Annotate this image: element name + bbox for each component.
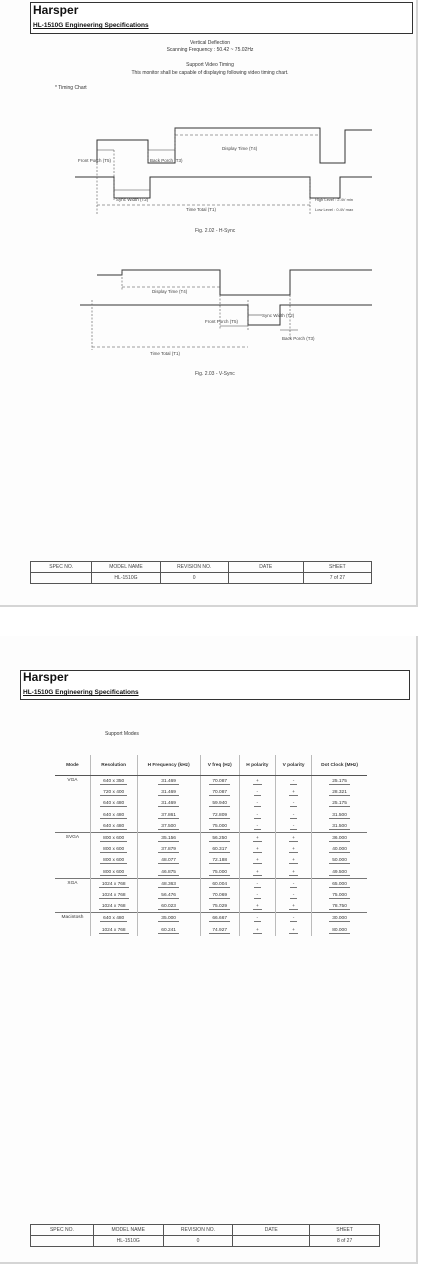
h-frequency-cell	[137, 787, 200, 798]
h-frequency-value: 60.241	[158, 928, 179, 934]
v-freq-value: 66.667	[209, 916, 230, 922]
h-frequency-cell	[137, 798, 200, 809]
h-polarity-cell	[239, 867, 275, 879]
table-row	[55, 924, 367, 935]
v-polarity-cell	[276, 832, 312, 844]
h-frequency-value: 37.879	[158, 847, 179, 853]
dot-clock-value: 75.000	[329, 893, 350, 899]
h-frequency-cell	[137, 867, 200, 879]
resolution-value: 640 x 480	[100, 824, 127, 830]
v-polarity-cell	[276, 821, 312, 833]
table-row	[55, 821, 367, 833]
v-freq-value: 60.004	[209, 882, 230, 888]
table-row	[55, 832, 367, 844]
v-freq-value: 56.250	[209, 836, 230, 842]
resolution-cell	[90, 924, 137, 935]
resolution-value: 1024 x 768	[99, 904, 129, 910]
v-freq-value: 72.188	[209, 858, 230, 864]
v-polarity-value: -	[290, 824, 298, 830]
v-polarity-cell	[276, 844, 312, 855]
h-frequency-value: 35.156	[158, 836, 179, 842]
h-frequency-cell	[137, 855, 200, 866]
h-polarity-cell	[239, 901, 275, 913]
dot-clock-cell	[312, 867, 367, 879]
footer-spec-no	[31, 573, 92, 584]
mode-cell: Macintosh	[55, 913, 90, 936]
v-freq-cell	[200, 924, 239, 935]
table-row	[55, 913, 367, 925]
vsync-front-porch-label: Front Porch (T5)	[205, 319, 239, 324]
h-frequency-cell	[137, 844, 200, 855]
dot-clock-cell	[312, 890, 367, 901]
brand-name: Harsper	[33, 3, 79, 17]
table-row	[55, 890, 367, 901]
h-frequency-value: 31.469	[158, 790, 179, 796]
footer-header-spec-no: SPEC NO.	[31, 1225, 94, 1236]
mode-cell: SVGA	[55, 832, 90, 878]
v-polarity-cell	[276, 787, 312, 798]
v-polarity-cell	[276, 890, 312, 901]
h-frequency-value: 48.363	[158, 882, 179, 888]
h-polarity-value: +	[253, 904, 262, 910]
footer-header-sheet: SHEET	[310, 1225, 380, 1236]
hsync-caption: Fig. 2.02 - H-Sync	[195, 228, 236, 234]
footer-model-name: HL-1510G	[92, 573, 160, 584]
resolution-value: 800 x 600	[100, 870, 127, 876]
vsync-caption: Fig. 2.03 - V-Sync	[195, 371, 235, 377]
spec-footer-table	[30, 1224, 380, 1247]
v-freq-cell	[200, 878, 239, 890]
dot-clock-value: 49.500	[329, 870, 350, 876]
col-header-h-frequency: H Frequency (kHz)	[137, 755, 200, 776]
vsync-display-time-label: Display Time (T4)	[152, 289, 188, 294]
table-row	[55, 787, 367, 798]
timing-chart-label: * Timing Chart	[55, 85, 87, 91]
dot-clock-value: 65.000	[329, 882, 350, 888]
v-freq-cell	[200, 844, 239, 855]
h-frequency-value: 31.469	[158, 801, 179, 807]
dot-clock-cell	[312, 787, 367, 798]
h-frequency-cell	[137, 901, 200, 913]
resolution-value: 640 x 350	[100, 779, 127, 785]
dot-clock-cell	[312, 832, 367, 844]
h-polarity-value: +	[253, 836, 262, 842]
resolution-cell	[90, 890, 137, 901]
v-polarity-cell	[276, 867, 312, 879]
footer-spec-no	[31, 1236, 94, 1247]
resolution-value: 720 x 400	[100, 790, 127, 796]
h-polarity-cell	[239, 798, 275, 809]
brand-name: Harsper	[23, 670, 69, 684]
footer-header-spec-no: SPEC NO.	[31, 562, 92, 573]
support-modes-label: Support Modes	[105, 731, 139, 737]
h-polarity-cell	[239, 787, 275, 798]
v-freq-value: 75.000	[209, 870, 230, 876]
v-polarity-value: +	[289, 858, 298, 864]
dot-clock-value: 40.000	[329, 847, 350, 853]
v-freq-cell	[200, 890, 239, 901]
dot-clock-cell	[312, 855, 367, 866]
footer-header-revision-no: REVISION NO.	[160, 562, 228, 573]
hsync-sync-width-label: Sync Width (T2)	[116, 197, 149, 202]
h-frequency-value: 37.861	[158, 813, 179, 819]
v-freq-value: 70.069	[209, 893, 230, 899]
col-header-dot-clock: Dot Clock (MHz)	[312, 755, 367, 776]
v-polarity-cell	[276, 913, 312, 925]
v-freq-cell	[200, 913, 239, 925]
v-freq-cell	[200, 787, 239, 798]
v-polarity-cell	[276, 855, 312, 866]
h-frequency-cell	[137, 878, 200, 890]
spec-footer-table	[30, 561, 372, 584]
dot-clock-cell	[312, 798, 367, 809]
dot-clock-cell	[312, 924, 367, 935]
v-polarity-value: -	[290, 779, 298, 785]
dot-clock-value: 36.000	[329, 836, 350, 842]
h-polarity-cell	[239, 832, 275, 844]
v-polarity-value: +	[289, 790, 298, 796]
dot-clock-cell	[312, 844, 367, 855]
support-modes-table	[55, 755, 367, 936]
v-polarity-value: -	[290, 813, 298, 819]
table-row	[55, 844, 367, 855]
h-frequency-cell	[137, 821, 200, 833]
spec-title: HL-1510G Engineering Specifications	[33, 22, 149, 29]
h-frequency-cell	[137, 832, 200, 844]
dot-clock-value: 30.000	[329, 916, 350, 922]
resolution-cell	[90, 832, 137, 844]
resolution-cell	[90, 844, 137, 855]
resolution-value: 1024 x 768	[99, 893, 129, 899]
footer-header-revision-no: REVISION NO.	[163, 1225, 233, 1236]
v-polarity-value: +	[289, 904, 298, 910]
table-row	[55, 798, 367, 809]
col-header-v-polarity: V polarity	[276, 755, 312, 776]
v-polarity-cell	[276, 798, 312, 809]
table-row	[55, 776, 367, 788]
v-freq-value: 60.317	[209, 847, 230, 853]
vsync-diagram	[0, 0, 416, 605]
h-frequency-value: 48.077	[158, 858, 179, 864]
col-header-h-polarity: H polarity	[239, 755, 275, 776]
table-row	[55, 855, 367, 866]
v-polarity-cell	[276, 810, 312, 821]
dot-clock-value: 50.000	[329, 858, 350, 864]
v-polarity-cell	[276, 776, 312, 788]
spec-title: HL-1510G Engineering Specifications	[23, 689, 139, 696]
resolution-cell	[90, 901, 137, 913]
resolution-cell	[90, 855, 137, 866]
footer-header-sheet: SHEET	[303, 562, 371, 573]
resolution-cell	[90, 787, 137, 798]
h-polarity-value: -	[254, 893, 262, 899]
footer-header-date: DATE	[233, 1225, 310, 1236]
footer-sheet: 8 of 27	[310, 1236, 380, 1247]
hsync-time-total-label: Time Total (T1)	[186, 207, 217, 212]
h-frequency-value: 56.476	[158, 893, 179, 899]
support-timing-text: This monitor shall be capable of displaying following video timing chart.	[131, 70, 289, 76]
resolution-value: 800 x 600	[100, 836, 127, 842]
vsync-back-porch-label: Back Porch (T3)	[282, 336, 315, 341]
h-frequency-value: 46.875	[158, 870, 179, 876]
h-frequency-cell	[137, 810, 200, 821]
dot-clock-value: 25.175	[329, 801, 350, 807]
footer-model-name: HL-1510G	[93, 1236, 163, 1247]
h-frequency-cell	[137, 890, 200, 901]
v-freq-value: 74.927	[209, 928, 230, 934]
resolution-cell	[90, 776, 137, 788]
vertical-deflection-heading: Vertical Deflection	[189, 40, 231, 46]
v-freq-cell	[200, 832, 239, 844]
h-polarity-cell	[239, 924, 275, 935]
dot-clock-value: 80.000	[329, 928, 350, 934]
footer-date	[233, 1236, 310, 1247]
resolution-cell	[90, 798, 137, 809]
v-polarity-value: +	[289, 836, 298, 842]
hsync-front-porch-label: Front Porch (T5)	[78, 158, 112, 163]
h-polarity-cell	[239, 844, 275, 855]
hsync-display-time-label: Display Time (T4)	[222, 146, 258, 151]
h-frequency-cell	[137, 924, 200, 935]
h-polarity-cell	[239, 776, 275, 788]
spec-page-8	[0, 636, 418, 1264]
h-frequency-value: 35.000	[158, 916, 179, 922]
h-polarity-value: -	[254, 916, 262, 922]
dot-clock-value: 31.500	[329, 813, 350, 819]
dot-clock-cell	[312, 776, 367, 788]
h-polarity-value: +	[253, 858, 262, 864]
v-freq-cell	[200, 867, 239, 879]
h-polarity-value: +	[253, 847, 262, 853]
h-polarity-value: -	[254, 824, 262, 830]
vsync-time-total-label: Time Total (T1)	[150, 351, 181, 356]
scanning-frequency: Scanning Frequency : 50.42 ~ 75.02Hz	[166, 47, 254, 53]
v-polarity-value: +	[289, 928, 298, 934]
h-polarity-value: -	[254, 790, 262, 796]
dot-clock-cell	[312, 810, 367, 821]
dot-clock-value: 25.175	[329, 779, 350, 785]
dot-clock-cell	[312, 878, 367, 890]
v-freq-cell	[200, 798, 239, 809]
v-freq-value: 75.029	[209, 904, 230, 910]
mode-cell: VGA	[55, 776, 90, 833]
v-freq-value: 59.940	[209, 801, 230, 807]
table-row	[55, 878, 367, 890]
v-polarity-cell	[276, 901, 312, 913]
v-freq-value: 70.087	[209, 790, 230, 796]
h-polarity-value: -	[254, 801, 262, 807]
h-polarity-cell	[239, 855, 275, 866]
h-polarity-cell	[239, 878, 275, 890]
v-polarity-cell	[276, 924, 312, 935]
v-polarity-value: -	[290, 893, 298, 899]
resolution-cell	[90, 810, 137, 821]
v-polarity-value: +	[289, 847, 298, 853]
v-freq-cell	[200, 855, 239, 866]
dot-clock-cell	[312, 913, 367, 925]
v-polarity-value: -	[290, 882, 298, 888]
footer-date	[228, 573, 303, 584]
resolution-value: 800 x 600	[100, 858, 127, 864]
dot-clock-value: 28.321	[329, 790, 350, 796]
footer-sheet: 7 of 27	[303, 573, 371, 584]
h-frequency-value: 37.500	[158, 824, 179, 830]
resolution-value: 1024 x 768	[99, 882, 129, 888]
footer-header-model-name: MODEL NAME	[93, 1225, 163, 1236]
resolution-value: 640 x 480	[100, 916, 127, 922]
resolution-cell	[90, 821, 137, 833]
h-polarity-value: +	[253, 928, 262, 934]
h-frequency-cell	[137, 776, 200, 788]
mode-cell: XGA	[55, 878, 90, 913]
h-polarity-cell	[239, 821, 275, 833]
resolution-value: 800 x 600	[100, 847, 127, 853]
h-polarity-value: -	[254, 882, 262, 888]
table-row	[55, 901, 367, 913]
v-freq-cell	[200, 776, 239, 788]
h-frequency-value: 60.023	[158, 904, 179, 910]
resolution-cell	[90, 867, 137, 879]
dot-clock-cell	[312, 821, 367, 833]
resolution-value: 640 x 480	[100, 801, 127, 807]
v-freq-value: 75.000	[209, 824, 230, 830]
col-header-v-freq: V freq (Hz)	[200, 755, 239, 776]
vsync-sync-width-label: Sync Width (T2)	[262, 313, 295, 318]
resolution-cell	[90, 913, 137, 925]
table-row	[55, 867, 367, 879]
resolution-value: 640 x 480	[100, 813, 127, 819]
hsync-low-level: Low Level : 0.4V max	[315, 207, 354, 212]
v-polarity-value: +	[289, 870, 298, 876]
h-frequency-value: 31.469	[158, 779, 179, 785]
footer-header-date: DATE	[228, 562, 303, 573]
footer-header-model-name: MODEL NAME	[92, 562, 160, 573]
support-timing-heading: Support Video Timing	[186, 62, 234, 68]
v-freq-cell	[200, 901, 239, 913]
h-polarity-value: +	[253, 779, 262, 785]
h-polarity-cell	[239, 890, 275, 901]
resolution-cell	[90, 878, 137, 890]
v-polarity-value: -	[290, 801, 298, 807]
v-freq-cell	[200, 810, 239, 821]
h-polarity-value: -	[254, 813, 262, 819]
h-polarity-cell	[239, 810, 275, 821]
resolution-value: 1024 x 768	[99, 928, 129, 934]
footer-revision-no: 0	[163, 1236, 233, 1247]
hsync-high-level: High Level : 2.4V min	[315, 197, 354, 202]
v-freq-value: 70.087	[209, 779, 230, 785]
footer-revision-no: 0	[160, 573, 228, 584]
v-polarity-cell	[276, 878, 312, 890]
dot-clock-value: 78.750	[329, 904, 350, 910]
hsync-back-porch-label: Back Porch (T3)	[150, 158, 183, 163]
v-polarity-value: -	[290, 916, 298, 922]
h-polarity-cell	[239, 913, 275, 925]
h-frequency-cell	[137, 913, 200, 925]
v-freq-cell	[200, 821, 239, 833]
col-header-resolution: Resolution	[90, 755, 137, 776]
spec-page-7	[0, 0, 418, 607]
dot-clock-cell	[312, 901, 367, 913]
v-freq-value: 72.809	[209, 813, 230, 819]
h-polarity-value: +	[253, 870, 262, 876]
col-header-mode: Mode	[55, 755, 90, 776]
table-row	[55, 810, 367, 821]
dot-clock-value: 31.500	[329, 824, 350, 830]
